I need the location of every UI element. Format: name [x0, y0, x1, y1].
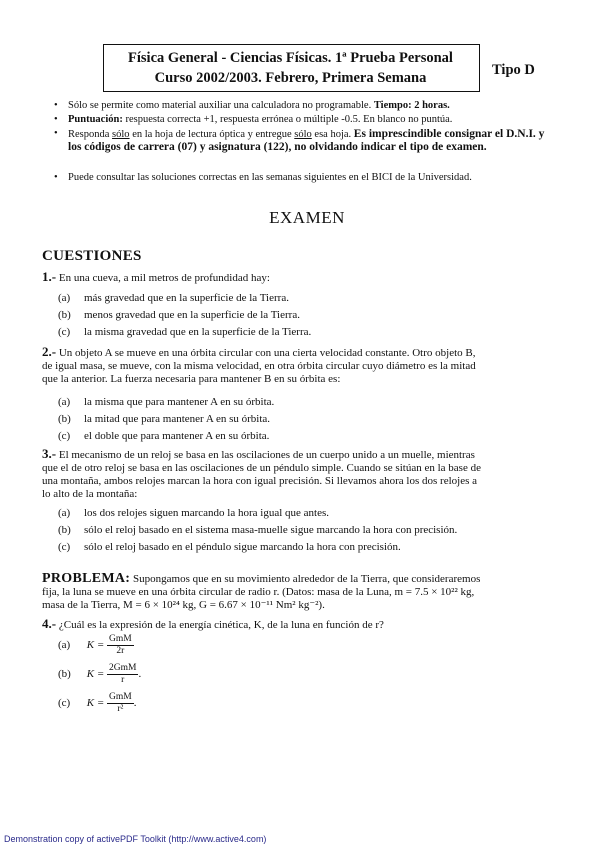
option-label: (a) — [58, 639, 71, 652]
fraction-numerator: GmM — [109, 634, 132, 644]
option-text: los dos relojes siguen marcando la hora igual que antes. — [84, 507, 329, 519]
question-number: 1.- — [42, 269, 57, 284]
question-text: que el de otro reloj se basa en las oscilaciones de un péndulo simple. Cuando se sitúan en la base de — [42, 462, 481, 474]
question-text: de igual masa, se mueve, con la misma velocidad, en otra órbita circular cuyo diámetro es la mitad — [42, 360, 476, 372]
option-label: (b) — [58, 309, 71, 321]
instruction-underline: sólo — [112, 129, 130, 140]
option-text: menos gravedad que en la superficie de la Tierra. — [84, 309, 300, 321]
answer-option — [58, 524, 457, 536]
answer-option — [58, 507, 329, 519]
option-label: (b) — [58, 524, 71, 536]
instruction-text: Sólo se permite como material auxiliar una calculadora no programable. — [68, 100, 374, 111]
answer-option — [58, 413, 270, 425]
fraction-denominator: r — [121, 675, 125, 685]
question-text: El mecanismo de un reloj se basa en las oscilaciones de un cuerpo unido a un muelle, mientras — [58, 449, 475, 461]
answer-option — [58, 292, 289, 304]
option-label: (c) — [58, 697, 71, 710]
question-text: En una cueva, a mil metros de profundidad hay: — [58, 272, 270, 284]
question-text: ¿Cuál es la expresión de la energía cinética, K, de la luna en función de r? — [58, 619, 384, 631]
question-2 — [42, 345, 554, 386]
option-label: (c) — [58, 541, 71, 553]
instruction-bold: Es imprescindible consignar el D.N.I. y los códigos de carrera (07) y asignatura (122), no olvidando indicar el tipo de examen. — [68, 128, 545, 153]
option-text: el doble que para mantener A en su órbita. — [84, 430, 270, 442]
instruction-text: Responda — [68, 129, 113, 140]
instruction-text: Puede consultar las soluciones correctas en las semanas siguientes en el BICI de la Universidad. — [68, 172, 472, 183]
question-3 — [42, 447, 554, 501]
question-number: 2.- — [42, 344, 57, 359]
question-4 — [42, 617, 384, 632]
question-text: lo alto de la montaña: — [42, 488, 138, 500]
instruction-bold: Tiempo: 2 horas. — [373, 100, 450, 111]
instruction-item — [68, 128, 553, 154]
option-label: (a) — [58, 292, 71, 304]
section-heading-problema: PROBLEMA: — [42, 571, 131, 586]
formula-lhs: K = — [86, 697, 105, 710]
problem-statement — [42, 572, 557, 612]
answer-option — [58, 430, 269, 442]
instruction-text: en la hoja de lectura óptica y entregue — [129, 129, 295, 140]
option-label: (a) — [58, 507, 71, 519]
option-text: más gravedad que en la superficie de la Tierra. — [84, 292, 289, 304]
instruction-item — [68, 114, 553, 126]
question-1 — [42, 270, 270, 285]
instruction-item — [68, 172, 553, 184]
fraction-denominator: r² — [117, 704, 124, 714]
instruction-bold: Puntuación: — [68, 114, 123, 125]
option-label: (c) — [58, 430, 71, 442]
header-title-line2: Curso 2002/2003. Febrero, Primera Semana — [154, 70, 427, 86]
answer-option — [58, 541, 401, 553]
question-text: Un objeto A se mueve en una órbita circular con una cierta velocidad constante. Otro objeto B, — [58, 347, 476, 359]
exam-title: EXAMEN — [269, 208, 345, 227]
question-text: que la anterior. La fuerza necesaria para mantener B en su órbita es: — [42, 373, 341, 385]
fraction-denominator: 2r — [116, 646, 125, 656]
problem-text: Supongamos que en su movimiento alrededor de la Tierra, que consideraremos — [133, 573, 481, 585]
option-text: la misma gravedad que en la superficie de la Tierra. — [84, 326, 312, 338]
exam-type-label: Tipo D — [492, 62, 535, 78]
formula-fraction — [107, 634, 134, 657]
formula-lhs: K = — [86, 639, 105, 652]
instruction-text: respuesta correcta +1, respuesta errónea o múltiple -0.5. En blanco no puntúa. — [122, 114, 453, 125]
fraction-numerator: 2GmM — [109, 663, 137, 673]
option-label: (b) — [58, 668, 71, 681]
option-label: (b) — [58, 413, 71, 425]
option-text: sólo el reloj basado en el sistema masa-muelle sigue marcando la hora con precisión. — [84, 524, 458, 536]
formula-tail: . — [133, 697, 137, 710]
problem-text: masa de la Tierra, M = 6 × 10²⁴ kg, G = 6.67 × 10⁻¹¹ Nm² kg⁻²). — [42, 599, 325, 611]
fraction-numerator: GmM — [109, 692, 132, 702]
option-text: sólo el reloj basado en el péndulo sigue marcando la hora con precisión. — [84, 541, 401, 553]
answer-option — [58, 663, 141, 686]
option-text: la misma que para mantener A en su órbita. — [84, 396, 275, 408]
instruction-item — [68, 100, 553, 112]
question-text: una montaña, ambos relojes marcan la hora con igual precisión. Si llevamos ahora los dos relojes a — [42, 475, 477, 487]
formula-lhs: K = — [86, 668, 105, 681]
answer-option — [58, 309, 300, 321]
answer-option — [58, 396, 274, 408]
section-heading-cuestiones: CUESTIONES — [42, 248, 142, 264]
instruction-underline: sólo — [294, 129, 312, 140]
formula-fraction — [107, 663, 138, 686]
watermark-footer: Demonstration copy of activePDF Toolkit (http://www.active4.com) — [4, 834, 267, 844]
option-label: (a) — [58, 396, 71, 408]
answer-option — [58, 692, 136, 715]
formula-tail: . — [138, 668, 142, 681]
question-number: 4.- — [42, 616, 57, 631]
header-title-line1: Física General - Ciencias Físicas. 1ª Prueba Personal — [128, 50, 453, 66]
option-text: la mitad que para mantener A en su órbita. — [84, 413, 271, 425]
answer-option — [58, 326, 311, 338]
option-label: (c) — [58, 326, 71, 338]
instruction-text: esa hoja. — [311, 129, 354, 140]
formula-fraction — [107, 692, 134, 715]
answer-option — [58, 634, 134, 657]
question-number: 3.- — [42, 446, 57, 461]
problem-text: fija, la luna se mueve en una órbita circular de radio r. (Datos: masa de la Luna, m = 7.5 × 10²² kg, — [42, 586, 475, 598]
